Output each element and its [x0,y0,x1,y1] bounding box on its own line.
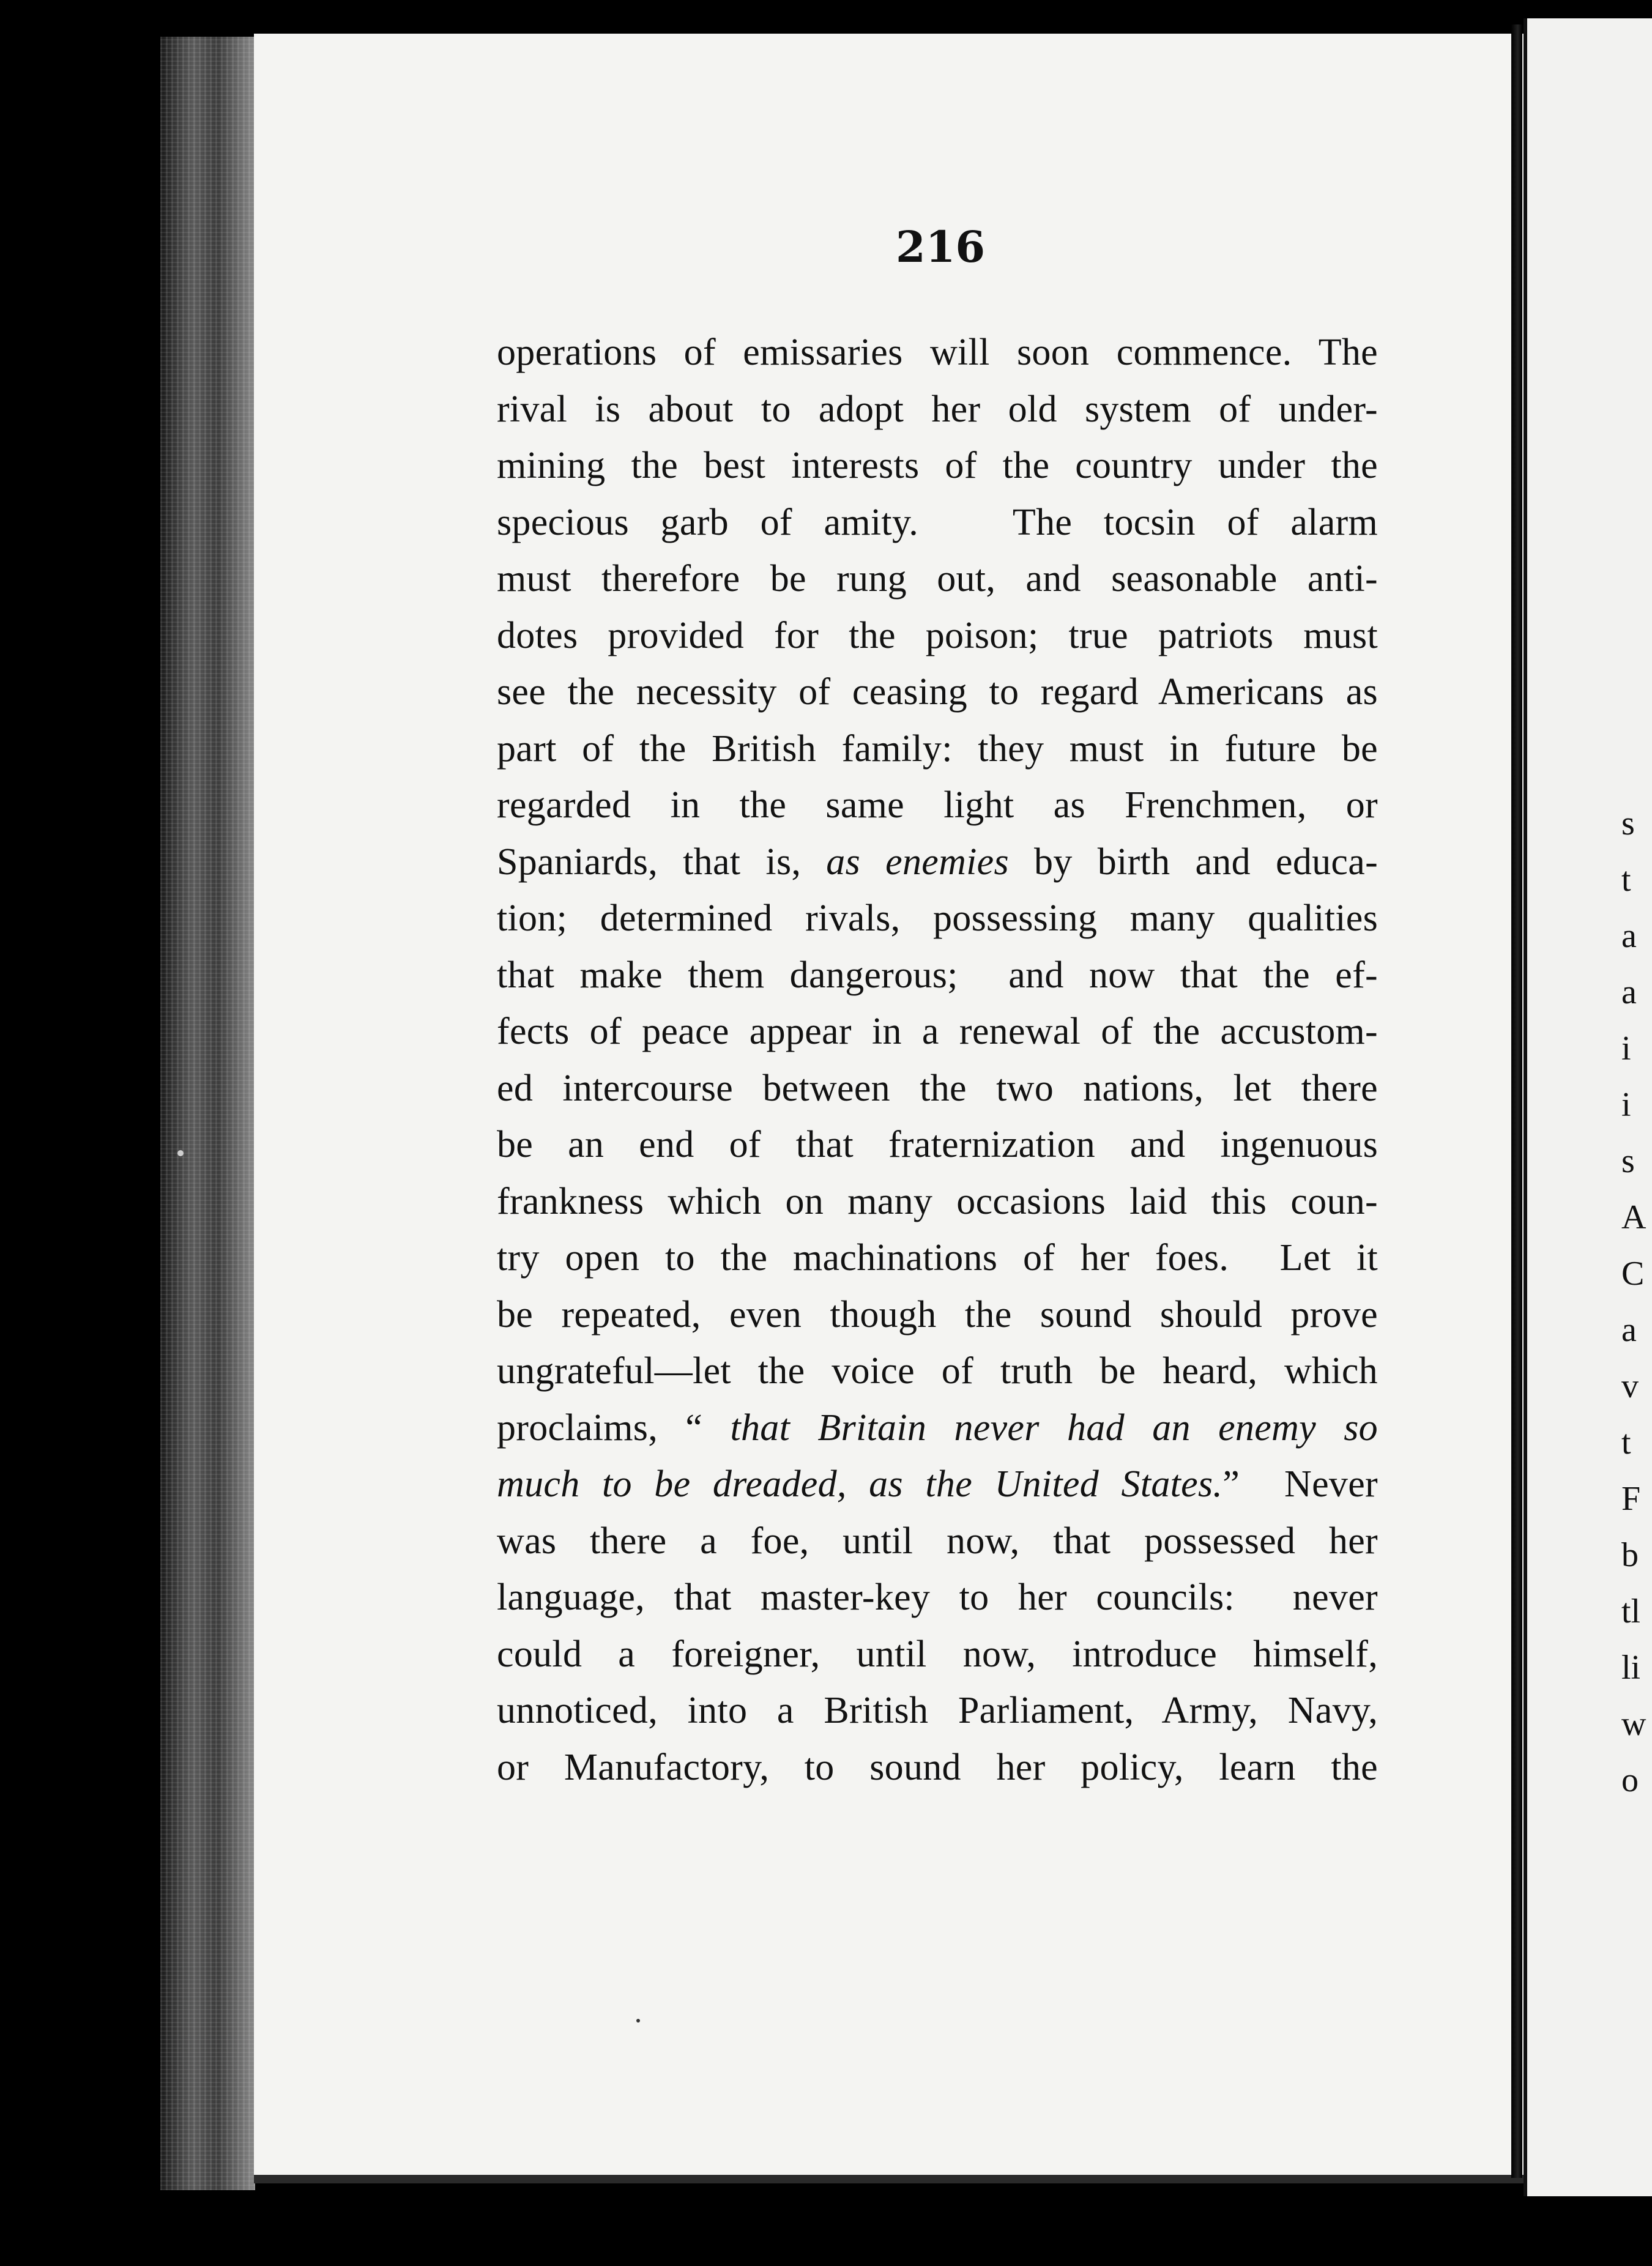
italic-text: as enemies [826,841,1009,883]
text-run: be repeated, even though the sound should prove [497,1293,1378,1335]
text-run: operations of emissaries will soon commence. The [497,332,1378,373]
scan-speck [636,2019,640,2023]
italic-text: that Britain never had an enemy so [730,1406,1378,1449]
text-line [497,324,1378,381]
edge-letter: a [1621,917,1637,955]
text-run: be an end of that fraternization and ingenuous [497,1124,1378,1165]
edge-letter: s [1621,1142,1635,1180]
text-line [497,1343,1378,1400]
edge-letter: a [1621,973,1637,1011]
text-line [497,1400,1378,1457]
edge-letter: v [1621,1367,1639,1405]
text-line [497,1173,1378,1230]
text-line [497,1513,1378,1570]
adjacent-page-letters [1621,795,1652,1808]
text-line [497,381,1378,438]
text-run: fects of peace appear in a renewal of the accustom- [497,1011,1378,1052]
text-line [497,947,1378,1004]
edge-letter: a [1621,1311,1637,1349]
text-line [497,1626,1378,1683]
text-line [497,1116,1378,1173]
text-line [497,777,1378,834]
text-run: mining the best interests of the country under the [497,445,1378,486]
text-run: part of the British family: they must in future be [497,727,1378,770]
text-line [497,890,1378,947]
text-run: regarded in the same light as Frenchmen, or [497,784,1378,826]
text-line [497,664,1378,721]
text-run: Spaniards, that is, [497,841,827,883]
text-run: language, that master-key to her councils: never [497,1577,1378,1618]
text-line [497,1230,1378,1287]
text-run: must therefore be rung out, and seasonable anti- [497,558,1378,600]
page-number: 216 [896,221,986,272]
text-line [497,834,1378,891]
italic-text: much to be dreaded, as the United States. [497,1463,1223,1505]
edge-letter: b [1621,1536,1639,1574]
edge-letter: li [1621,1649,1641,1687]
text-line [497,1003,1378,1060]
text-run: ungrateful—let the voice of truth be heard, which [497,1350,1378,1392]
text-run: proclaims, “ [497,1406,731,1449]
text-line [497,1569,1378,1626]
text-run: unnoticed, into a British Parliament, Army, Navy, [497,1690,1378,1731]
text-line [497,1682,1378,1739]
text-line [497,1060,1378,1117]
text-line [497,1456,1378,1513]
text-run: frankness which on many occasions laid this coun- [497,1180,1378,1222]
book-spine-edge [160,37,255,2190]
text-run: try open to the machinations of her foes. Let it [497,1237,1378,1279]
body-text [497,324,1378,1796]
edge-letter: i [1621,1086,1631,1124]
text-line [497,1739,1378,1796]
text-run: rival is about to adopt her old system of under- [497,388,1378,430]
text-run: specious garb of amity. The tocsin of alarm [497,501,1378,543]
edge-letter: F [1621,1480,1641,1518]
edge-letter: t [1621,861,1631,899]
text-line [497,721,1378,778]
text-run: by birth and educa- [1008,841,1379,883]
text-run: could a foreigner, until now, introduce himself, [497,1633,1378,1675]
edge-letter: i [1621,1030,1631,1068]
edge-letter: t [1621,1424,1631,1462]
text-line [497,494,1378,551]
text-line [497,437,1378,494]
text-run: or Manufactory, to sound her policy, learn the [497,1746,1378,1788]
edge-letter: w [1621,1705,1646,1743]
edge-letter: tl [1621,1592,1641,1630]
text-run: tion; determined rivals, possessing many qualities [497,897,1378,939]
scan-speck [177,1150,184,1156]
text-line [497,1287,1378,1343]
edge-letter: s [1621,804,1635,842]
edge-letter: A [1621,1198,1646,1236]
edge-letter: C [1621,1255,1645,1293]
page-gutter [1511,24,1522,2178]
text-run: ” Never [1222,1463,1378,1505]
text-run: dotes provided for the poison; true patriots must [497,614,1378,656]
text-run: see the necessity of ceasing to regard Americans as [497,671,1378,713]
text-line [497,607,1378,664]
edge-letter: o [1621,1761,1639,1799]
text-line [497,551,1378,607]
text-run: was there a foe, until now, that possessed her [497,1520,1378,1562]
text-run: ed intercourse between the two nations, let there [497,1067,1378,1109]
text-run: that make them dangerous; and now that the ef- [497,954,1378,996]
